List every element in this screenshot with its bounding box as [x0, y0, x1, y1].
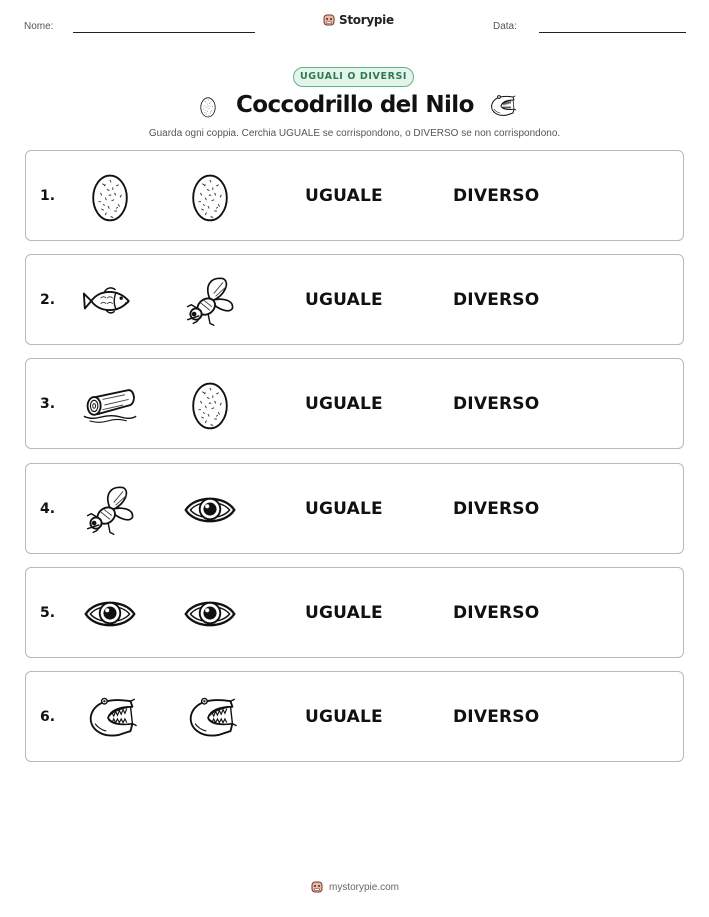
crocodile-icon [181, 690, 239, 746]
row-number: 4. [40, 501, 56, 517]
exercise-row [25, 150, 684, 241]
eye-icon [181, 482, 239, 538]
exercise-row [25, 463, 684, 554]
brand-logo [322, 13, 394, 27]
page-title: Coccodrillo del Nilo [236, 92, 474, 118]
date-field-line[interactable] [539, 32, 686, 33]
exercise-row [25, 671, 684, 762]
row-number: 2. [40, 292, 56, 308]
exercise-row [25, 567, 684, 658]
option-different[interactable]: DIVERSO [453, 707, 540, 727]
option-different[interactable]: DIVERSO [453, 499, 540, 519]
fish-icon [81, 273, 139, 329]
exercise-row [25, 254, 684, 345]
option-different[interactable]: DIVERSO [453, 186, 540, 206]
activity-type-badge: UGUALI O DIVERSI [293, 67, 414, 87]
option-different[interactable]: DIVERSO [453, 603, 540, 623]
footer-url: mystorypie.com [328, 881, 399, 893]
row-number: 3. [40, 396, 56, 412]
fly-icon [181, 273, 239, 329]
option-same[interactable]: UGUALE [305, 186, 383, 206]
option-same[interactable]: UGUALE [305, 499, 383, 519]
brand-name: Storypie [339, 13, 394, 27]
row-number: 5. [40, 605, 56, 621]
egg-icon [81, 169, 139, 225]
fly-icon [81, 482, 139, 538]
egg-icon [181, 377, 239, 433]
egg-icon [181, 169, 239, 225]
crocodile-icon [81, 690, 139, 746]
log-icon [81, 377, 139, 433]
name-field-line[interactable] [73, 32, 255, 33]
option-same[interactable]: UGUALE [305, 394, 383, 414]
row-number: 1. [40, 188, 56, 204]
footer [0, 880, 709, 894]
instructions: Guarda ogni coppia. Cerchia UGUALE se corrispondono, o DIVERSO se non corrispondono. [148, 128, 561, 139]
egg-icon [196, 92, 220, 122]
storypie-mascot-icon [322, 13, 336, 27]
name-label: Nome: [24, 21, 54, 32]
storypie-mascot-icon [310, 880, 324, 894]
worksheet-header [0, 12, 709, 42]
eye-icon [181, 586, 239, 642]
row-number: 6. [40, 709, 56, 725]
exercise-row [25, 358, 684, 449]
option-different[interactable]: DIVERSO [453, 394, 540, 414]
eye-icon [81, 586, 139, 642]
option-same[interactable]: UGUALE [305, 290, 383, 310]
date-label: Data: [493, 21, 517, 32]
option-same[interactable]: UGUALE [305, 707, 383, 727]
title-row [0, 90, 709, 124]
crocodile-icon [487, 90, 517, 122]
option-different[interactable]: DIVERSO [453, 290, 540, 310]
option-same[interactable]: UGUALE [305, 603, 383, 623]
